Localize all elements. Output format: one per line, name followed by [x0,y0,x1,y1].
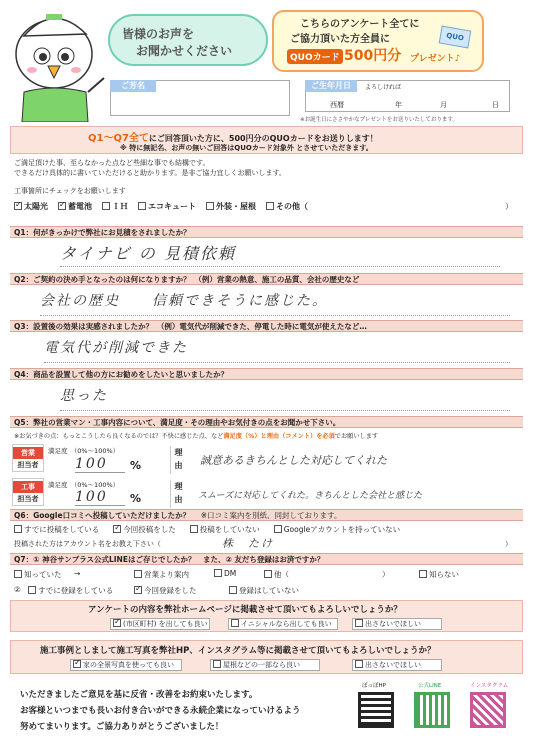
sales-reason-label: 理 由 [170,446,186,474]
qr-code-hp[interactable] [358,692,394,728]
q7-question-a: ① 神谷サンプラス公式LINEはご存じでしたか？ また、 [33,555,226,564]
speech-line-2: お聞かせください [136,44,233,58]
checkbox-q7-knew[interactable] [14,570,22,578]
construction-reason-label: 理 由 [170,480,186,508]
q6-question: Q6：Google口コミへ投稿していただけましたか？ [14,511,191,520]
checkbox-q6-already[interactable] [14,525,22,533]
notice-highlight: Q1～Q7全て [88,133,149,144]
checkbox-consent-1-city[interactable] [113,619,121,627]
work-option-exterior[interactable]: 外装・屋根 [206,201,256,212]
quo-card-logo: QUO [439,26,472,49]
checkbox-q7-unknown[interactable] [419,570,427,578]
mascot-illustration [6,4,106,122]
q4-question: Q4：商品を設置して他の方にお勧めをしたいと思いましたか？ [10,368,523,380]
q6-option-no-account[interactable]: Googleアカウントを持っていない [274,524,400,535]
q2-answer[interactable]: 会社の歴史 信頼できそうに感じた。 [40,290,510,316]
q7-header [10,553,523,565]
q5-question: Q5：弊社の営業マン・工事内容について、満足度・その理由やお気付きの点をお聞かせ下さい。 [10,416,523,428]
construction-reason[interactable]: スムーズに対応してくれた。きちんとした会社と感じた [198,491,423,501]
checkbox-q7-sales[interactable] [134,570,142,578]
work-option-solar[interactable]: ✓太陽光 [14,201,48,212]
q7-opt-not-registered[interactable]: 登録はしていない [229,585,299,596]
q7-arrow: → [74,569,81,578]
q1-question: Q1：何がきっかけで弊社にお見積をされましたか？ [10,226,523,238]
quo-badge: QUOカード [287,49,343,64]
q6-header [10,509,523,521]
sales-percent: % [130,459,142,472]
checkbox-battery[interactable] [58,202,66,210]
checkbox-consent-2-no[interactable] [355,660,363,668]
birth-optional: よろしければ [365,84,402,91]
checkbox-consent-2-part[interactable] [213,660,221,668]
q7-opt-registered-now[interactable]: ✓ 今回登録をした [134,585,197,596]
construction-percent: % [130,492,142,505]
q6-account-label: 投稿された方はアカウント名をお教え下さい（ [14,540,161,548]
q1-answer[interactable]: タイナビ の 見積依頼 [60,241,500,267]
checkbox-q6-now[interactable] [113,525,121,533]
consent-1-opt-initial[interactable]: イニシャルなら出しても良い [228,618,338,630]
consent-2-opt-full[interactable]: ✓家の全景写真を使っても良い [70,659,182,671]
checkbox-solar[interactable] [14,202,22,210]
checkbox-q6-not[interactable] [190,525,198,533]
q6-account-close: ） [505,540,512,548]
consent-1-opt-city[interactable]: ✓(市区町村) を出しても良い [110,618,210,630]
checkbox-q7-registered-now[interactable] [134,586,142,594]
work-options [14,201,308,212]
q7-opt-other[interactable]: 他（ [264,569,289,580]
q7-opt-dm[interactable]: DM [214,569,236,578]
q6-account-value[interactable]: 株 たけ [222,537,274,550]
q7-row-2 [14,585,524,595]
qr1-label: ぽっぽHP [362,683,386,689]
notice-line-1-rest: にご回答頂いた方に、500円分のQUOカードをお送りします！ [148,134,378,143]
q7-row-2-num: ② [14,585,21,594]
work-option-ih[interactable]: ＩＨ [102,201,128,212]
q6-option-already[interactable]: すでに投稿をしている [14,524,99,535]
notice-line-2: ※ 特に無記名、お声の無いご回答はQUOカード対象外 とさせていただきます。 [120,144,373,152]
work-option-other[interactable]: その他（ [266,201,308,212]
q7-opt-sales[interactable]: 営業より案内 [134,569,189,580]
qr3-label: インスタグラム [470,683,509,689]
q6-option-now[interactable]: ✓ 今回投稿をした [113,524,176,535]
birth-day: 日 [492,101,499,109]
q7-question: Q7： [14,555,34,564]
construction-sat-label: 満足度 （0%～100%） [48,481,120,489]
header [0,0,533,125]
checkbox-ih[interactable] [102,202,110,210]
q5-note: ※お気づきの点：もっとこうしたら良くなるのでは？不快に感じた点、など満足度（%）と理由（コメント）を必須でお願いします [14,433,379,440]
q6-note: ※口コミ案内を別紙、同封しております。 [200,511,342,520]
checkbox-other[interactable] [266,202,274,210]
q4-answer[interactable]: 思った [60,385,510,411]
q3-question: Q3：設置後の効果は実感されましたか？ （例）電気代が削減できた、停電した時に電気が使えたなど… [10,320,523,332]
q7-opt-knew[interactable]: 知っていた [14,569,62,580]
sales-role-label: 営業 担当者 [12,444,44,472]
qr-code-instagram[interactable] [470,692,506,728]
q7-opt-registered[interactable]: すでに登録をしている [28,585,113,596]
work-label: 工事箇所にチェックをお願いします [14,187,126,195]
checkbox-exterior[interactable] [206,202,214,210]
checkbox-q7-dm[interactable] [214,569,222,577]
construction-role-label: 工事 担当者 [12,478,44,506]
q6-option-not[interactable]: 投稿をしていない [190,524,260,535]
q7-row-1 [14,569,524,579]
checkbox-consent-1-no[interactable] [355,619,363,627]
footer-line-2: お客様といつまでも長いお付き合いができる永続企業になっていけるよう [20,706,301,716]
q7-question-b: ② 友だち登録はお済ですか？ [225,555,325,564]
consent-2-question: 施工事例としまして施工写真を弊社HP、インスタグラム等に掲載させて頂いてもよろしいでしょうか？ [40,646,436,656]
q3-answer[interactable]: 電気代が削減できた [44,337,510,363]
consent-2-opt-no[interactable]: 出さないでほしい [352,659,442,671]
speech-line-1: 皆様のお声を [122,27,195,41]
checkbox-q7-not-registered[interactable] [229,586,237,594]
consent-1-question: アンケートの内容を弊社ホームページに掲載させて頂いてもよろしいでしょうか？ [88,605,402,615]
sales-sat-value[interactable]: 100 [75,456,125,473]
work-other-close: ） [505,202,513,211]
consent-1-opt-no[interactable]: 出さないでほしい [352,618,442,630]
birth-year: 年 [395,101,402,109]
sales-sat-label: 満足度 （0%～100%） [48,447,120,455]
intro-line-1: ご満足頂けた事、至らなかった点など些細な事でも結構です。 [14,159,210,167]
checkbox-consent-1-initial[interactable] [231,619,239,627]
qr-code-line[interactable] [414,692,450,728]
birth-era: 西暦 [330,101,344,109]
footer-line-1: いただきましたご意見を基に反省・改善をお約束いたします。 [20,690,258,700]
checkbox-q7-other[interactable] [264,570,272,578]
promo-amount: 500円分 [344,48,402,64]
promo-line-1: こちらのアンケート全てに [300,19,420,30]
work-option-battery[interactable]: ✓ 蓄電池 [58,201,92,212]
q2-question: Q2：ご契約の決め手となったのは何になりますか？ （例）営業の熱意、施工の品質、会社の歴史など [10,273,523,285]
intro-line-2: できるだけ具体的に書いていただけると助かります。是非ご協力宜しくお願いします。 [14,169,286,177]
q6-options [14,524,400,535]
checkbox-consent-2-full[interactable] [73,660,81,668]
work-option-ecocute[interactable]: エコキュート [138,201,196,212]
q7-other-close: ） [382,570,390,579]
promo-present: プレゼント♪ [410,54,461,64]
name-label: ご芳名 [110,80,156,92]
birth-label: ご生年月日 [305,80,357,92]
checkbox-ecocute[interactable] [138,202,146,210]
footer-line-3: 努めてまいります。ご協力ありがとうございました！ [20,722,224,732]
birth-month: 月 [440,101,447,109]
notice-line-1 [88,129,378,144]
sales-reason[interactable]: 誠意あるきちんとした対応してくれた [200,454,387,467]
construction-sat-value[interactable]: 100 [75,489,125,506]
promo-line-2: ご協力頂いた方全員に [290,34,390,45]
birth-note: ※お誕生日にささやかなプレゼントをお送りいたしております。 [300,117,458,123]
checkbox-q7-registered[interactable] [28,586,36,594]
qr2-label: 公式LINE [418,683,442,689]
checkbox-q6-no-account[interactable] [274,525,282,533]
q7-opt-unknown[interactable]: 知らない [419,569,459,580]
consent-2-opt-part[interactable]: 屋根などの一部なら良い [210,659,320,671]
